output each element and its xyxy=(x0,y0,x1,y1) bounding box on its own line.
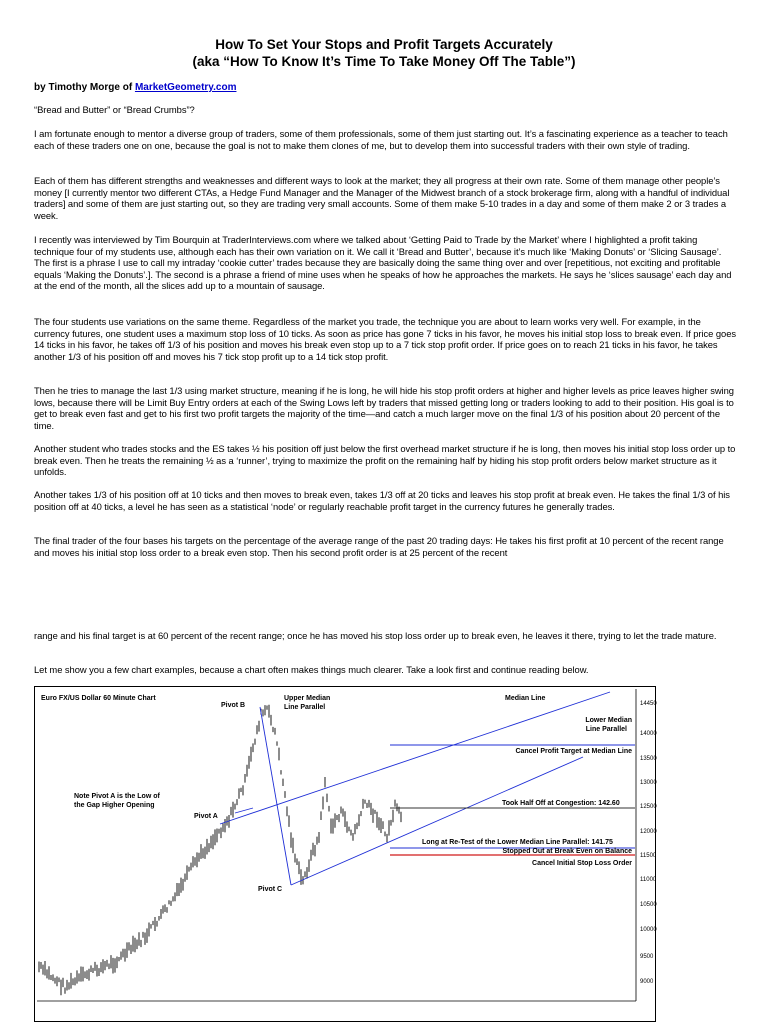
label-upper-median-2: Line Parallel xyxy=(284,704,326,711)
paragraph: Then he tries to manage the last 1/3 using market structure, meaning if he is long, he will hide his stop profit orders at higher and higher levels as price leaves higher swing lows, because there will be Limit Buy Entry orders at each of the Swing Lows left by traders that missed getting long or traders looking to add to their position. His goal is to get to break even fast and get to his first two profit targets the majority of the time—and catch a much larger move on the final 1/3 of his position about 20 percent of the time. xyxy=(34,385,734,431)
price-bars xyxy=(39,705,401,995)
label-upper-median-1: Upper Median xyxy=(284,695,331,702)
label-median-line: Median Line xyxy=(505,695,546,702)
label-pivot-c: Pivot C xyxy=(258,886,283,893)
paragraph: range and his final target is at 60 percent of the recent range; once he has moved his stop loss order up to break even, he leaves it there, trying to let the trade mature. xyxy=(34,630,717,641)
document-title-line-1: How To Set Your Stops and Profit Targets Accurately xyxy=(215,37,553,52)
paragraph: Another student who trades stocks and the ES takes ½ his position off just below the first overhead market structure if he is long, then moves his initial stop loss order up to break even. Then he treats the remaining ½ as a ‘runner’, trying to maximize the profit on the remaining half by hiding his stop profit orders below market structure as it unfolds. xyxy=(34,443,736,478)
price-chart-svg xyxy=(35,687,655,1021)
price-axis-label: 13000 xyxy=(640,780,657,786)
label-pivot-a: Pivot A xyxy=(194,813,218,820)
paragraph: Each of them has different strengths and weaknesses and different ways to look at the market; they all progress at their own rate. Some of them manage other people’s money [I currently mentor two different CTAs, a Hedge Fund Manager and the Manager of the Midwest branch of a stock brokerage firm, along with a handful of individual traders] and some of them are just starting out, so they are trading very small accounts. Some of them make 5-10 trades in a day and some of them make 2 or 3 trades a week. xyxy=(34,175,730,221)
price-axis-label: 12500 xyxy=(640,804,657,810)
byline-prefix: by Timothy Morge of xyxy=(34,82,135,93)
label-cancel-profit-target: Cancel Profit Target at Median Line xyxy=(515,748,632,755)
pivot-b-to-c-line xyxy=(260,707,291,885)
chart-annotations xyxy=(41,695,632,893)
paragraph: I am fortunate enough to mentor a diverse group of traders, some of them professionals, some of them just starting out. It’s a fascinating experience as a teacher to teach each of these traders one on one, because the goal is not to make them clones of me, but to develop them into successful traders with their own style of trading. xyxy=(34,128,728,151)
paragraph: The final trader of the four bases his targets on the percentage of the average range of the past 20 trading days: He takes his first profit at 10 percent of the recent range and moves his initial stop loss order to a break even stop. Then his second profit order is at 25 percent of the recent xyxy=(34,535,724,558)
label-took-half-off: Took Half Off at Congestion: 142.60 xyxy=(502,800,620,807)
price-chart xyxy=(34,686,656,1022)
paragraph-heading: “Bread and Butter” or “Bread Crumbs”? xyxy=(34,104,195,115)
price-axis-label: 11000 xyxy=(640,877,657,883)
label-lower-median-2: Line Parallel xyxy=(585,726,627,733)
label-pivot-b: Pivot B xyxy=(221,702,246,709)
label-long-retest: Long at Re-Test of the Lower Median Line Parallel: 141.75 xyxy=(422,839,613,846)
price-axis-label: 9000 xyxy=(640,979,654,985)
trendlines xyxy=(220,692,635,885)
paragraph: The four students use variations on the same theme. Regardless of the market you trade, the technique you are about to learn works very well. For example, in the currency futures, one student uses a maximum stop loss of 10 ticks. As soon as price has gone 7 ticks in his favor, he moves his initial stop loss to break even. If price goes 14 ticks in his favor, he takes off 1/3 of his position and moves his break even stop up to a 7 tick stop profit order. If price goes on to reach 21 ticks in his favor, he takes another 1/3 of his position off and moves his 7 tick stop profit up to a 14 tick stop profit. xyxy=(34,316,737,362)
paragraph: Another takes 1/3 of his position off at 10 ticks and then moves to break even, takes 1/3 off at 20 ticks and leaves his stop profit at break even. He takes the final 1/3 of his position off at 40 ticks, a level he has seen as a statistical ‘node’ or regularly reachable profit target in the currency futures he generally trades. xyxy=(34,489,730,512)
label-cancel-stop-loss: Cancel Initial Stop Loss Order xyxy=(532,860,632,867)
price-axis-label: 10500 xyxy=(640,902,657,908)
label-note-pivot-a-2: the Gap Higher Opening xyxy=(74,802,155,809)
price-axis-label: 14450 xyxy=(640,701,657,707)
byline xyxy=(34,82,236,93)
price-axis-label: 11500 xyxy=(640,853,657,859)
price-axis-label: 14000 xyxy=(640,731,657,737)
label-lower-median-1: Lower Median xyxy=(585,717,632,724)
price-axis-label: 9500 xyxy=(640,954,654,960)
pivot-a-connector xyxy=(235,808,253,813)
label-note-pivot-a-1: Note Pivot A is the Low of xyxy=(74,793,160,800)
chart-title: Euro FX/US Dollar 60 Minute Chart xyxy=(41,695,156,702)
paragraph: I recently was interviewed by Tim Bourquin at TraderInterviews.com where we talked about ‘Getting Paid to Trade by the Market’ where I highlighted a profit taking technique four of my students use, although each has their own variation on it. We call it ‘Bread and Butter’, because it’s much like ‘Making Donuts’ or ‘Slicing Sausage’. The first is a phrase I use to call my intraday ‘cookie cutter’ trades because they are basically doing the same thing over and over [repetitious, not exciting and profitable equals ‘Making the Donuts’.]. The second is a phrase a friend of mine uses when he speaks of how he approaches the markets. He says he ‘slices sausage’ each day and at the end of the month, all the slices add up to a mountain of sausage. xyxy=(34,234,732,292)
byline-link[interactable]: MarketGeometry.com xyxy=(134,82,237,93)
price-axis-label: 10000 xyxy=(640,927,657,933)
paragraph: Let me show you a few chart examples, because a chart often makes things much clearer. Take a look first and continue reading below. xyxy=(34,664,589,675)
document-title-line-2: (aka “How To Know It’s Time To Take Money Off The Table”) xyxy=(192,54,576,69)
price-axis-label: 12000 xyxy=(640,829,657,835)
price-axis-label: 13500 xyxy=(640,756,657,762)
price-axis-labels xyxy=(640,701,657,985)
label-stopped-out: Stopped Out at Break Even on Balance xyxy=(502,848,632,855)
